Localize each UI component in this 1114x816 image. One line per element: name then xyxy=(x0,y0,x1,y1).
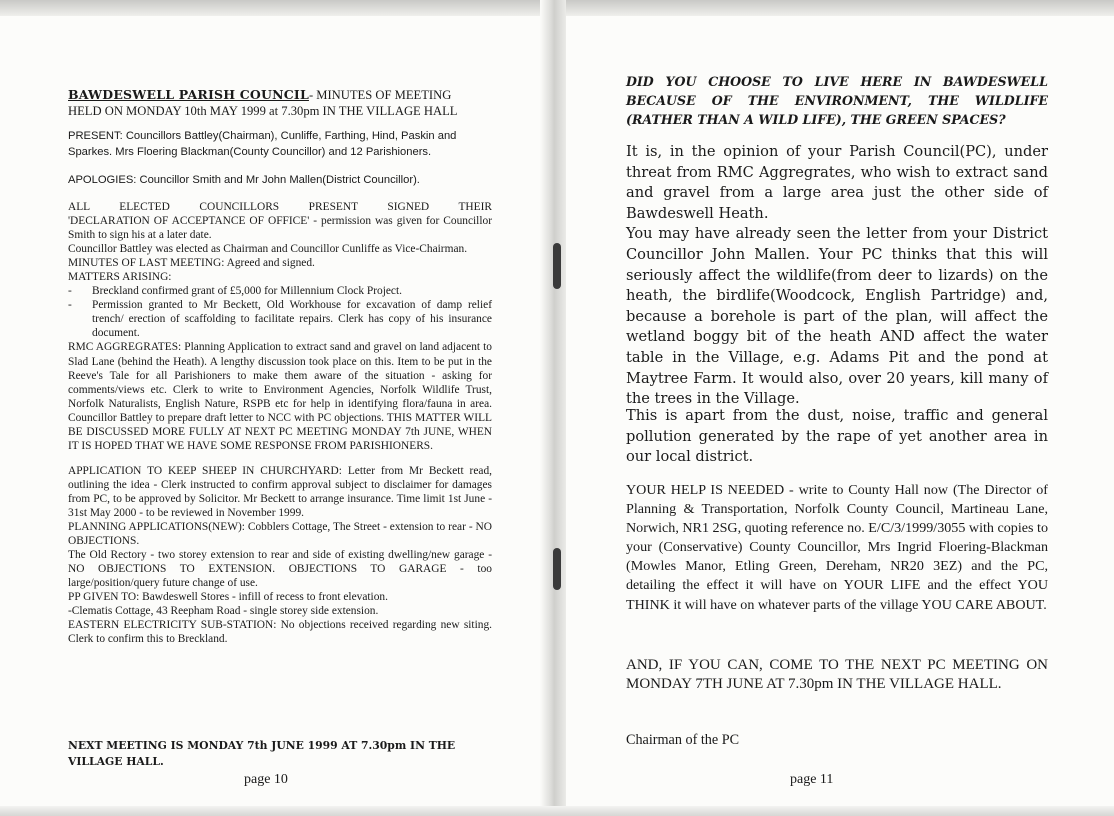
rmc-aggregates-item: RMC AGGREGRATES: Planning Application to extract sand and gravel on land adjacent to Slad Lane (behind the Heath). A lengthy discussion took place on this. Item to be put in the Reeve's Tale for all Parishioners to make them aware of the situation - asking for comments/views etc. Clerk to write to Environment Agencies, Norfolk Wildlife Trust, Norfolk Naturalists, English Nature, RSPB etc for help in identifying flora/fauna in area. Councillor Battley to prepare draft letter to NCC with PC objections. THIS MATTER WILL BE DISCUSSED MORE FULLY AT NEXT PC MEETING MONDAY 7th JUNE, WHEN IT IS HOPED THAT WE HAVE SOME RESPONSE FROM PARISHIONERS. xyxy=(68,341,492,452)
apologies: APOLOGIES: Councillor Smith and Mr John Mallen(District Councillor). xyxy=(68,174,420,186)
present-list: PRESENT: Councillors Battley(Chairman), Cunliffe, Farthing, Hind, Paskin and Sparkes. Mrs Floering Blackman(County Councillor) and 12 Parishioners. xyxy=(68,130,457,158)
staple-mark-bottom xyxy=(553,548,561,590)
list-item: - Breckland confirmed grant of £5,000 for Millennium Clock Project. xyxy=(68,284,492,298)
help-section xyxy=(626,481,1048,615)
council-name: BAWDESWELL PARISH COUNCIL xyxy=(68,87,309,102)
minutes-body xyxy=(68,200,492,646)
paragraph-meeting: AND, IF YOU CAN, COME TO THE NEXT PC MEETING ON MONDAY 7TH JUNE AT 7.30pm IN THE VILLAGE HALL. xyxy=(626,657,1048,692)
pp-given-item: PP GIVEN TO: Bawdeswell Stores - infill of recess to front elevation. xyxy=(68,591,388,604)
minutes-title-rest: - MINUTES OF MEETING xyxy=(308,88,452,102)
planning-applications-item: PLANNING APPLICATIONS(NEW): Cobblers Cottage, The Street - extension to rear - NO OBJECTIONS. xyxy=(68,521,492,548)
paragraph-threat: It is, in the opinion of your Parish Council(PC), under threat from RMC Aggregrates, who wish to extract sand and gravel from a large area just the other side of Bawdeswell Heath. xyxy=(626,143,1048,222)
clematis-cottage-item: -Clematis Cottage, 43 Reepham Road - single storey side extension. xyxy=(68,605,379,618)
matters-arising-list xyxy=(68,284,492,340)
matters-arising-heading: MATTERS ARISING: xyxy=(68,271,172,284)
page-number-right: page 11 xyxy=(790,772,834,787)
meeting-date-line: HELD ON MONDAY 10th MAY 1999 at 7.30pm IN THE VILLAGE HALL xyxy=(68,104,458,118)
staple-mark-top xyxy=(553,243,561,289)
meeting-invite xyxy=(626,656,1048,694)
list-item: - Permission granted to Mr Beckett, Old Workhouse for excavation of damp relief trench/ erection of scaffolding to facilitate repairs. Clerk has copy of his insurance document. xyxy=(68,298,492,340)
heading-line1: DID YOU CHOOSE TO LIVE HERE IN BAWDESWELL xyxy=(626,74,1048,89)
environment-heading xyxy=(626,72,1048,129)
next-meeting-notice: NEXT MEETING IS MONDAY 7th JUNE 1999 AT 7.30pm IN THE VILLAGE HALL. xyxy=(68,739,456,768)
paragraph-wildlife: You may have already seen the letter from your District Councillor John Mallen. Your PC thinks that this will seriously affect the wildlife(from deer to lizards) on the heath, the birdlife(Woodcock, English Partridge) and, because a borehole is part of the plan, will affect the wetland boggy bit of the heath AND affect the water table in the Village, e.g. Adams Pit and the pond at Maytree Farm. It would also, over 20 years, kill many of the trees in the Village. xyxy=(626,225,1048,408)
old-rectory-item: The Old Rectory - two storey extension to rear and side of existing dwelling/new garage - NO OBJECTIONS TO EXTENSION. OBJECTIONS TO GARAGE - too large/position/query future change of use. xyxy=(68,549,492,590)
pollution-section xyxy=(626,406,1048,468)
minutes-title xyxy=(68,87,492,119)
page-number-left: page 10 xyxy=(244,772,288,787)
declaration-rest: 'DECLARATION OF ACCEPTANCE OF OFFICE' - permission was given for Councillor Smith to sign his at a later date. xyxy=(68,215,492,242)
heading-rest: BECAUSE OF THE ENVIRONMENT, THE WILDLIFE (RATHER THAN A WILD LIFE), THE GREEN SPACES? xyxy=(626,93,1048,127)
signoff: Chairman of the PC xyxy=(626,732,740,748)
sheep-application-item: APPLICATION TO KEEP SHEEP IN CHURCHYARD: Letter from Mr Beckett read, outlining the idea - Clerk instructed to confirm approval subject to disclaimer for damages from PC, to be approved by Solicitor. Mr Beckett to arrange insurance. Time limit 1st June - 31st May 2000 - to be reviewed in November 1999. xyxy=(68,464,492,519)
paragraph-pollution: This is apart from the dust, noise, traffic and general pollution generated by the rape of yet another area in our local district. xyxy=(626,407,1048,466)
paragraph-help: YOUR HELP IS NEEDED - write to County Hall now (The Director of Planning & Transportation, Norfolk County Council, Martineau Lane, Norwich, NR1 2SG, quoting reference no. E/C/3/1999/3055 with copies to your (Conservative) County Councillor, Mrs Ingrid Floering-Blackman (Mowles Manor, Etling Green, Dereham, NR20 3EZ) and the PC, detailing the effect it will have on YOUR LIFE and the effect YOU THINK it will have on whatever parts of the village YOU CARE ABOUT. xyxy=(626,482,1048,613)
bottom-edge-shadow xyxy=(0,806,1114,816)
minutes-last-meeting: MINUTES OF LAST MEETING: Agreed and signed. xyxy=(68,257,315,270)
booklet-gutter xyxy=(540,0,566,816)
declaration-line1: ALL ELECTED COUNCILLORS PRESENT SIGNED THEIR xyxy=(68,201,492,213)
eastern-electricity-item: EASTERN ELECTRICITY SUB-STATION: No objections received regarding new siting. Clerk to confirm this to Breckland. xyxy=(68,619,492,646)
elections: Councillor Battley was elected as Chairman and Councillor Cunliffe as Vice-Chairman. xyxy=(68,243,468,256)
main-article xyxy=(626,142,1048,410)
